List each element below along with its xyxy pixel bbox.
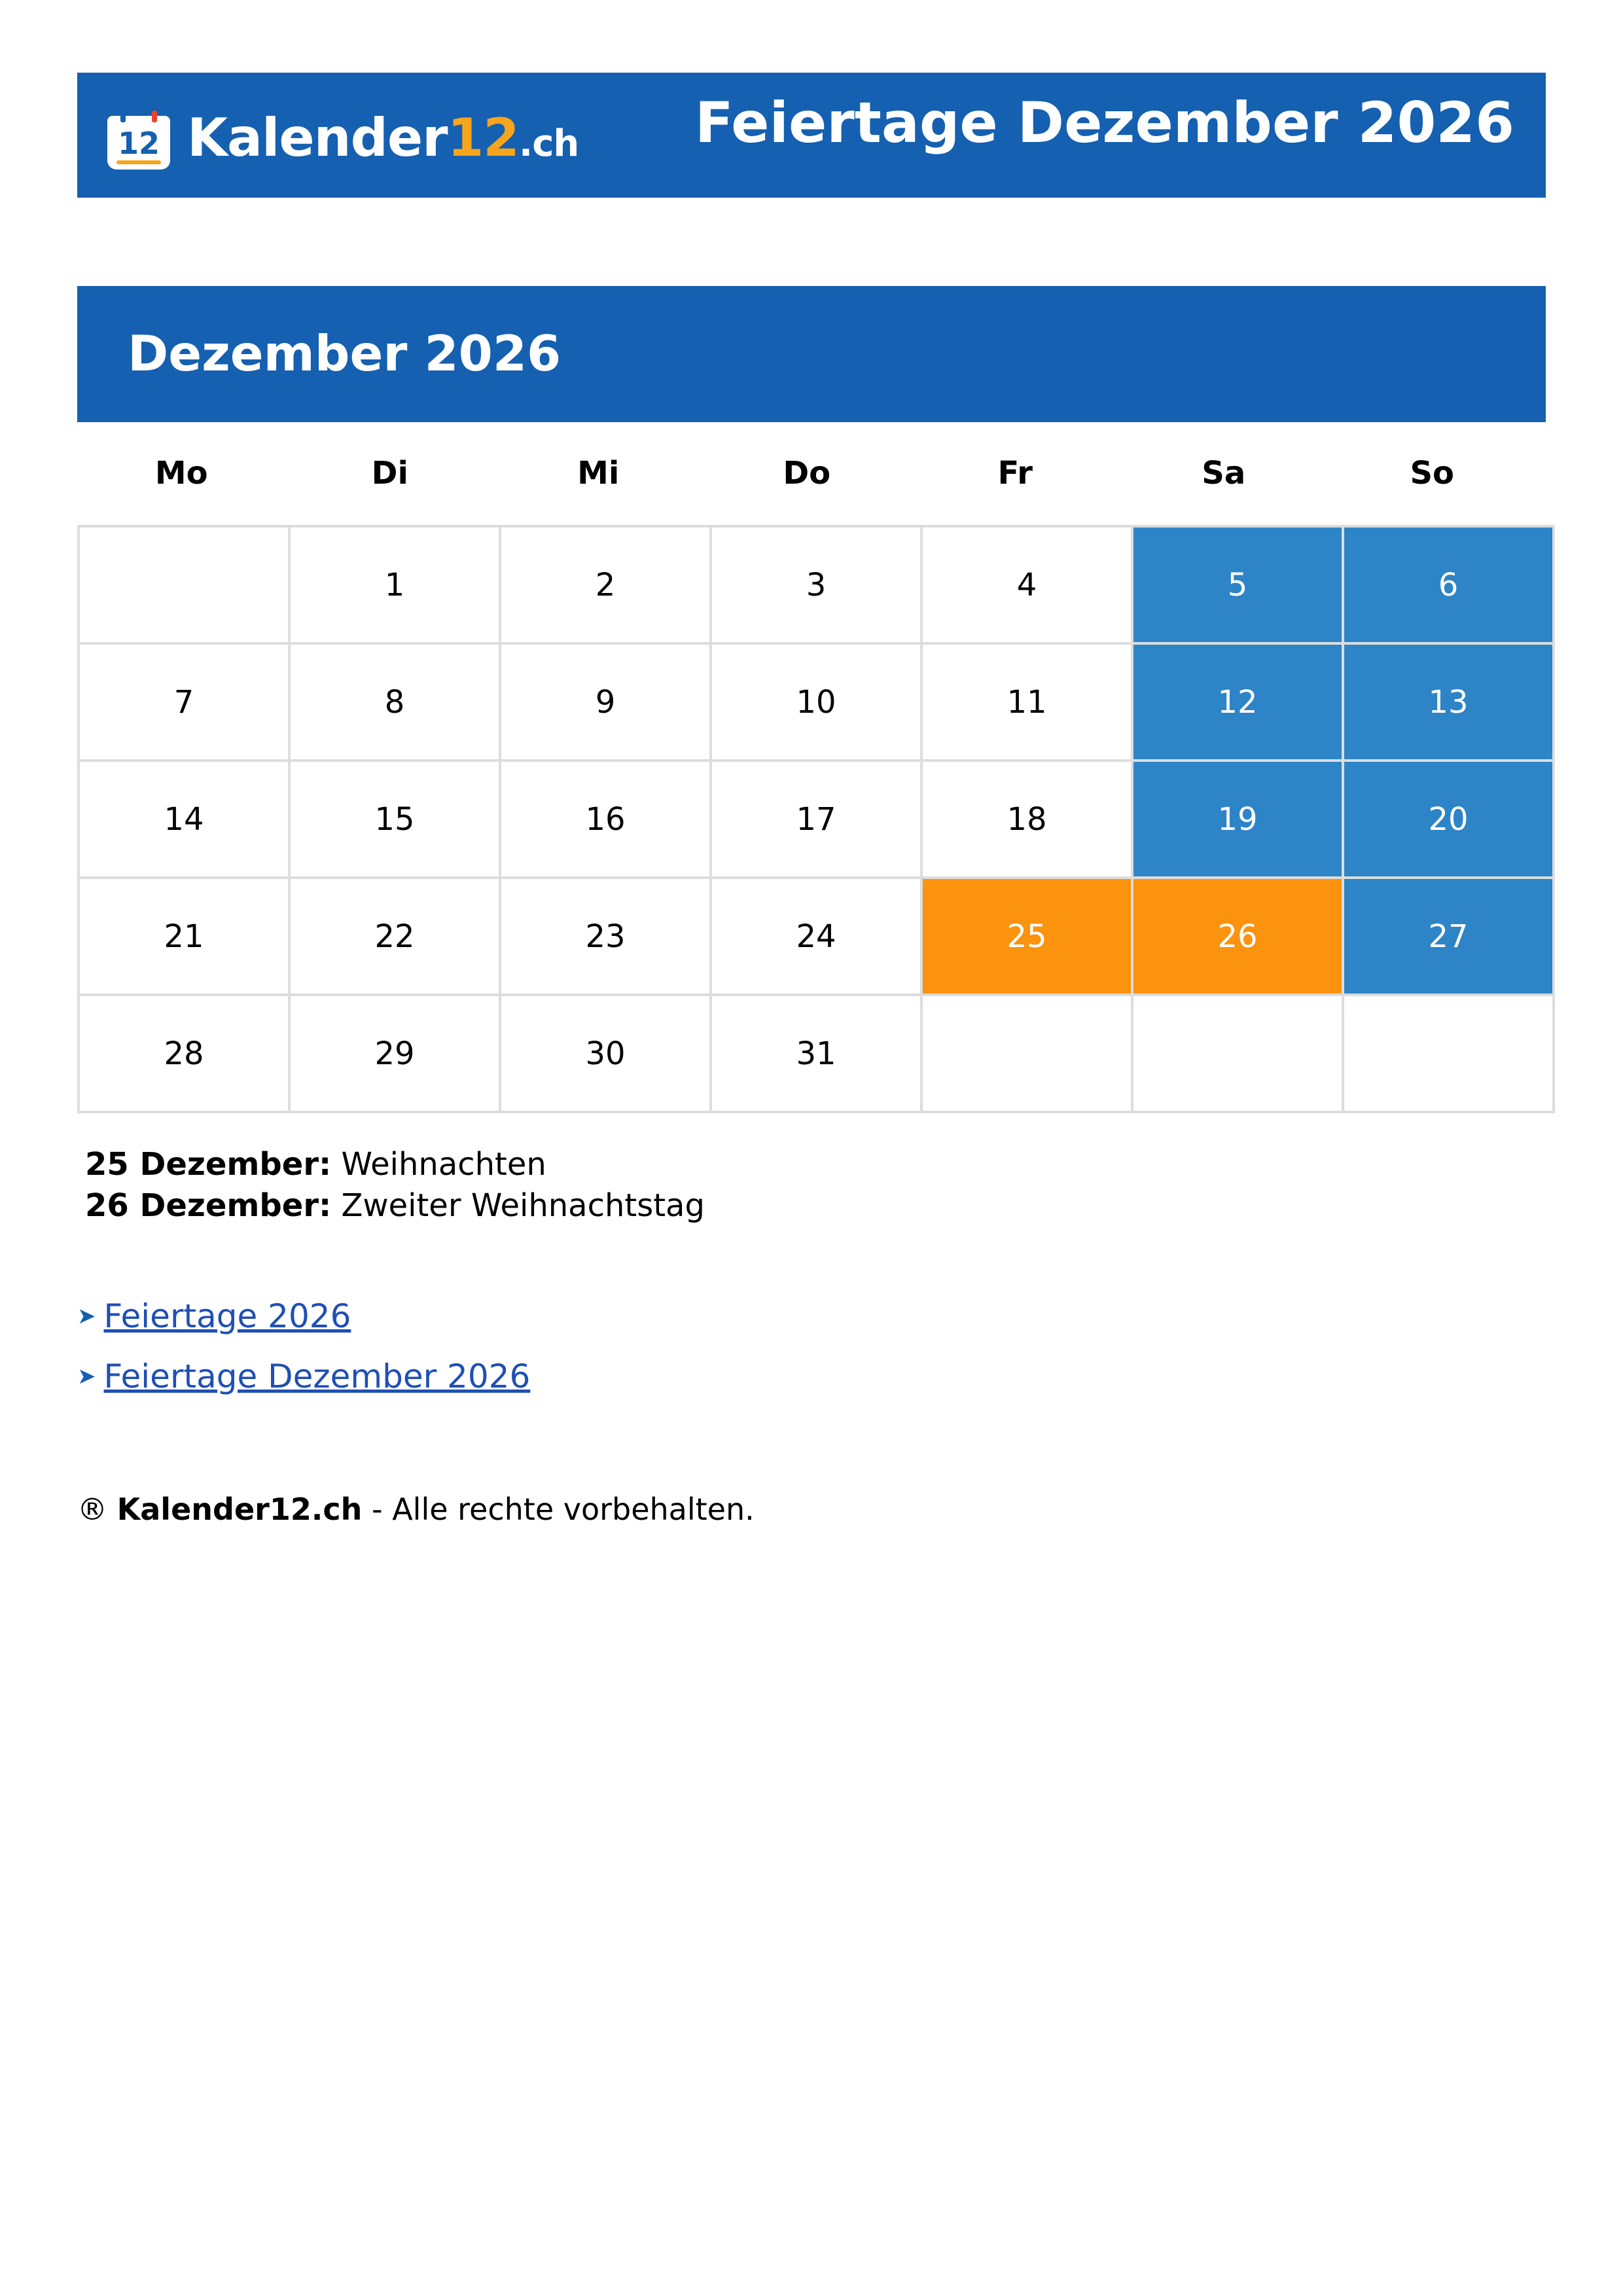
month-header — [77, 286, 1546, 422]
calendar-day: 1 — [289, 526, 500, 643]
calendar-day-holiday: 26 — [1132, 878, 1343, 995]
logo-name-suffix: .ch — [518, 122, 579, 165]
weekday-label: So — [1410, 455, 1455, 492]
calendar-day-weekend: 12 — [1132, 643, 1343, 761]
calendar-week — [79, 526, 1554, 643]
calendar-day-holiday: 25 — [921, 878, 1132, 995]
calendar-day: 7 — [79, 643, 289, 761]
link-feiertage-2026[interactable]: Feiertage 2026 — [103, 1297, 351, 1335]
footer-brand: Kalender12.ch — [116, 1492, 363, 1527]
link-item — [77, 1286, 530, 1346]
footer-text: - Alle rechte vorbehalten. — [371, 1492, 755, 1527]
calendar-day: 18 — [921, 761, 1132, 878]
calendar-day-weekend: 6 — [1343, 526, 1554, 643]
calendar-day: 28 — [79, 995, 289, 1112]
holiday-name: Zweiter Weihnachtstag — [341, 1187, 705, 1224]
link-feiertage-dezember-2026[interactable]: Feiertage Dezember 2026 — [103, 1357, 531, 1395]
logo-name-prefix: Kalender — [187, 107, 448, 168]
logo-name-accent: 12 — [447, 107, 519, 168]
calendar-day: 29 — [289, 995, 500, 1112]
calendar-day-empty — [1132, 995, 1343, 1112]
calendar-day: 3 — [711, 526, 921, 643]
related-links — [77, 1286, 530, 1407]
page-title: Feiertage Dezember 2026 — [694, 90, 1514, 156]
calendar-day: 9 — [500, 643, 711, 761]
calendar-day-weekend: 27 — [1343, 878, 1554, 995]
calendar-day: 11 — [921, 643, 1132, 761]
arrow-right-icon: ➤ — [77, 1303, 96, 1329]
calendar-day-empty — [79, 526, 289, 643]
calendar-day: 17 — [711, 761, 921, 878]
holiday-date: 26 Dezember: — [85, 1187, 332, 1224]
calendar-day-empty — [1343, 995, 1554, 1112]
logo-icon-number: 12 — [117, 126, 160, 161]
holiday-list — [85, 1144, 705, 1227]
registered-symbol: ® — [77, 1492, 107, 1527]
calendar-week — [79, 643, 1554, 761]
calendar-week — [79, 761, 1554, 878]
holiday-item — [85, 1144, 705, 1185]
weekday-label: Di — [371, 455, 408, 492]
calendar-day: 2 — [500, 526, 711, 643]
calendar-day-weekend: 5 — [1132, 526, 1343, 643]
footer — [77, 1492, 755, 1528]
calendar-day: 21 — [79, 878, 289, 995]
weekday-label: Sa — [1202, 455, 1246, 492]
calendar-day-weekend: 13 — [1343, 643, 1554, 761]
site-logo[interactable] — [105, 105, 579, 171]
holiday-item — [85, 1185, 705, 1227]
calendar-day: 30 — [500, 995, 711, 1112]
logo-wordmark — [187, 107, 579, 168]
calendar-day: 24 — [711, 878, 921, 995]
calendar-day-weekend: 19 — [1132, 761, 1343, 878]
calendar-day: 4 — [921, 526, 1132, 643]
weekday-label: Mi — [577, 455, 620, 492]
calendar-grid — [77, 525, 1555, 1113]
arrow-right-icon: ➤ — [77, 1363, 96, 1390]
weekday-label: Do — [783, 455, 831, 492]
holiday-name: Weihnachten — [341, 1146, 546, 1183]
link-item — [77, 1346, 530, 1407]
weekday-label: Fr — [997, 455, 1033, 492]
calendar-day-empty — [921, 995, 1132, 1112]
calendar-day: 10 — [711, 643, 921, 761]
calendar-day: 23 — [500, 878, 711, 995]
calendar-day: 14 — [79, 761, 289, 878]
calendar-day-weekend: 20 — [1343, 761, 1554, 878]
calendar-week — [79, 995, 1554, 1112]
calendar-week — [79, 878, 1554, 995]
calendar-day: 22 — [289, 878, 500, 995]
calendar-day: 8 — [289, 643, 500, 761]
holiday-date: 25 Dezember: — [85, 1146, 332, 1183]
calendar-day: 15 — [289, 761, 500, 878]
calendar-logo-icon — [105, 109, 173, 167]
calendar-day: 16 — [500, 761, 711, 878]
weekday-header-row — [77, 444, 1537, 503]
calendar-day: 31 — [711, 995, 921, 1112]
month-title: Dezember 2026 — [128, 325, 562, 382]
header-bar — [77, 73, 1546, 198]
weekday-label: Mo — [154, 455, 208, 492]
